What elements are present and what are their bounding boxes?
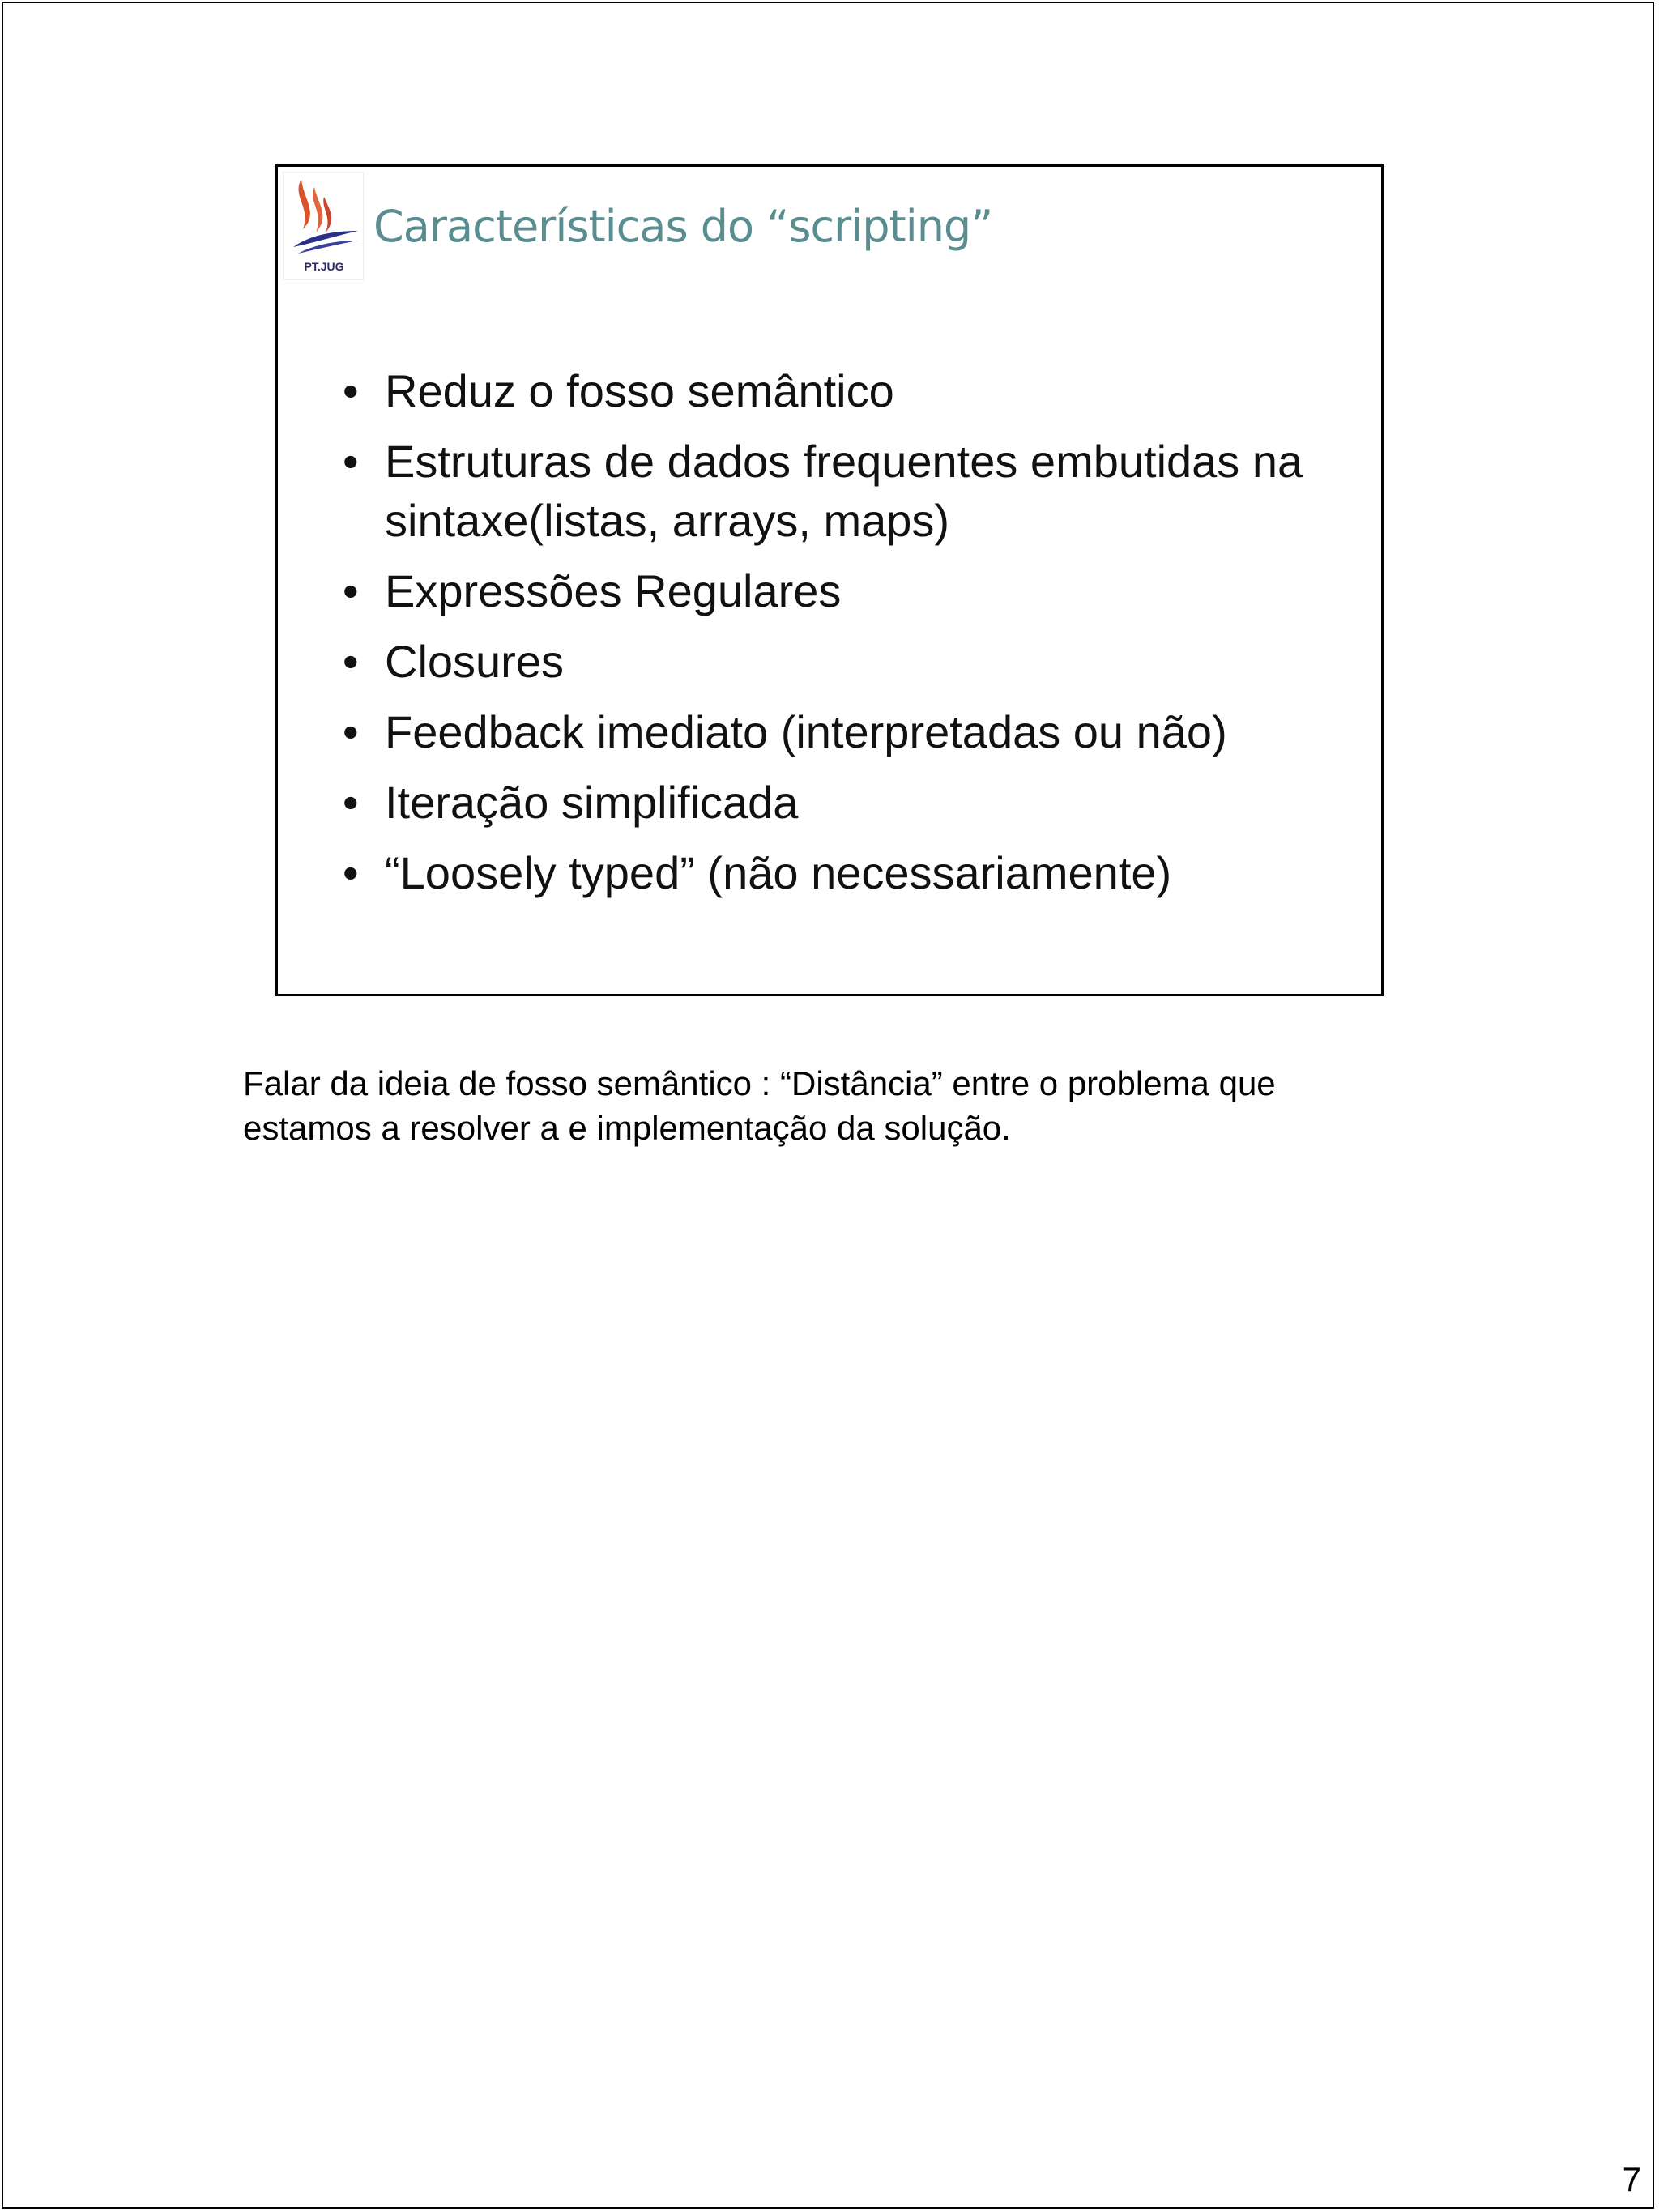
bullet-text: Iteração simplificada (385, 777, 799, 828)
bullet-item (339, 561, 1360, 620)
bullet-text: Feedback imediato (interpretadas ou não) (385, 706, 1227, 757)
bullet-text: Expressões Regulares (385, 565, 842, 616)
logo-text: PT.JUG (304, 260, 344, 273)
bullet-marker: • (343, 777, 359, 828)
bullet-item (339, 361, 1360, 420)
bullet-marker: • (343, 436, 359, 487)
bullet-marker: • (343, 565, 359, 616)
bullet-item (339, 773, 1360, 832)
slide-title: Características do “scripting” (373, 201, 993, 252)
speaker-notes: Falar da ideia de fosso semântico : “Distância” entre o problema que estamos a resolver a e implementação da solução. (243, 1064, 1276, 1147)
bullet-item (339, 632, 1360, 691)
bullet-item (339, 843, 1360, 902)
bullet-text: “Loosely typed” (não necessariamente) (385, 847, 1172, 898)
bullet-text: Estruturas de dados frequentes embutidas na sintaxe(listas, arrays, maps) (385, 436, 1303, 546)
page-number: 7 (1622, 2160, 1641, 2198)
bullet-marker: • (343, 636, 359, 687)
bullet-item (339, 702, 1360, 761)
bullet-marker: • (343, 706, 359, 757)
bullet-marker: • (343, 847, 359, 898)
bullet-item (339, 432, 1360, 550)
bullet-text: Reduz o fosso semântico (385, 365, 894, 416)
ptjug-logo (283, 172, 364, 280)
slide-thumbnail (275, 164, 1384, 996)
ptjug-flame-icon (284, 173, 365, 262)
bullet-marker: • (343, 365, 359, 416)
bullet-list (339, 361, 1360, 914)
bullet-text: Closures (385, 636, 564, 687)
